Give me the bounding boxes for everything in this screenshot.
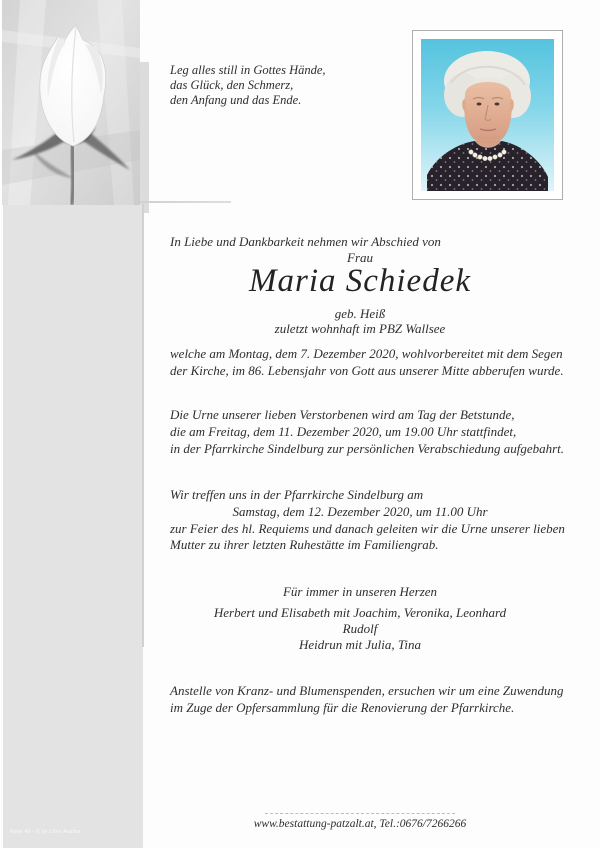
remembrance-line: Für immer in unseren Herzen	[282, 584, 438, 599]
requiem-date: Samstag, dem 12. Dezember 2020, um 11.00 Uhr	[232, 504, 488, 519]
portrait-of-deceased	[421, 39, 554, 191]
urn-line: in der Pfarrkirche Sindelburg zur persönlichen Verabschiedung aufgebahrt.	[170, 441, 565, 456]
requiem-line: zur Feier des hl. Requiems und danach geleiten wir die Urne unserer lieben	[170, 521, 565, 536]
death-line: der Kirche, im 86. Lebensjahr von Gott aus unserer Mitte abberufen wurde.	[170, 363, 564, 378]
urn-line: Die Urne unserer lieben Verstorbenen wird am Tag der Betstunde,	[170, 407, 515, 422]
intro-line: In Liebe und Dankbarkeit nehmen wir Abschied von	[170, 234, 441, 249]
memorial-poem	[170, 63, 326, 108]
donation-line: im Zuge der Opfersammlung für die Renovierung der Pfarrkirche.	[170, 699, 515, 715]
urn-line: die am Freitag, dem 11. Dezember 2020, um 19.00 Uhr stattfindet,	[170, 424, 517, 439]
maiden-name: geb. Heiß	[334, 306, 386, 321]
rose-photo-shadow-bar	[140, 62, 149, 213]
death-paragraph	[170, 345, 564, 379]
poem-line: Leg alles still in Gottes Hände,	[170, 63, 326, 77]
footer-contact: www.bestattung-patzalt.at, Tel.:0676/7266266	[253, 818, 467, 830]
requiem-line: Mutter zu ihrer letzten Ruhestätte im Familiengrab.	[170, 537, 439, 552]
portrait-frame	[412, 30, 563, 200]
requiem-line: Wir treffen uns in der Pfarrkirche Sindelburg am	[170, 487, 424, 502]
mourner-line: Rudolf	[342, 621, 378, 636]
mourner-line: Herbert und Elisabeth mit Joachim, Veronika, Leonhard	[213, 605, 507, 620]
side-gray-band	[3, 204, 143, 848]
salutation: Frau	[347, 250, 373, 265]
deceased-name: Maria Schiedek	[248, 263, 471, 299]
death-line: welche am Montag, dem 7. Dezember 2020, wohlvorbereitet mit dem Segen	[170, 346, 563, 361]
residence-line: zuletzt wohnhaft im PBZ Wallsee	[274, 321, 446, 336]
footer-divider-line	[265, 813, 455, 814]
donation-paragraph	[170, 683, 564, 716]
mourner-line: Heidrun mit Julia, Tina	[298, 637, 422, 652]
print-credit: Rose 46 - © by Litho Austria	[10, 829, 81, 835]
donation-line: Anstelle von Kranz- und Blumenspenden, ersuchen wir um eine Zuwendung	[170, 683, 564, 698]
poem-line: den Anfang und das Ende.	[170, 93, 302, 107]
mourners-list	[130, 605, 590, 653]
rose-photo	[2, 0, 140, 205]
poem-line: das Glück, den Schmerz,	[170, 78, 294, 92]
urn-paragraph	[170, 406, 564, 457]
white-rose-image	[2, 0, 140, 205]
